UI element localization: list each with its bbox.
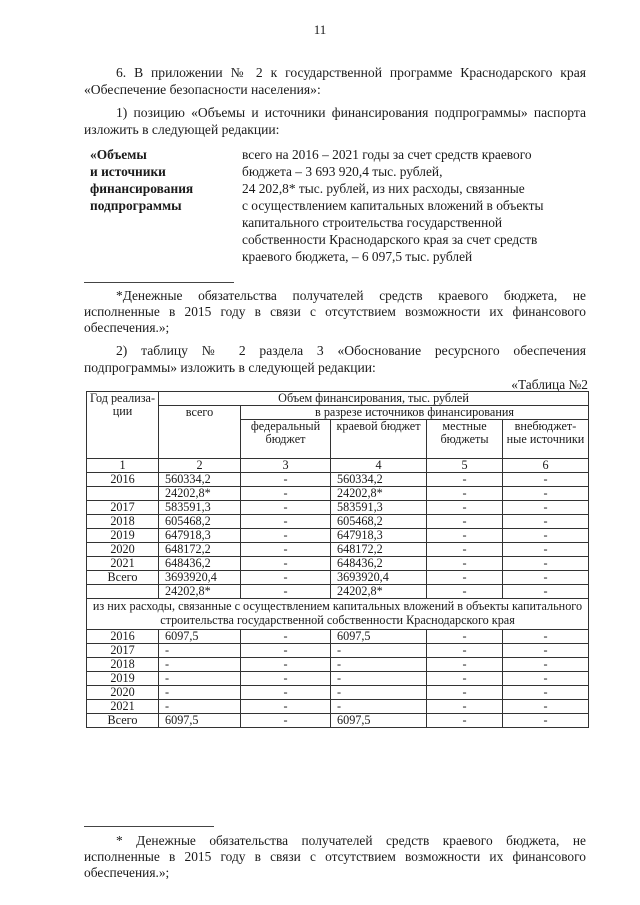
footnote-rule <box>84 826 214 827</box>
table-cell: 560334,2 <box>331 473 427 487</box>
table-cell: 605468,2 <box>331 515 427 529</box>
header-local: местные бюджеты <box>427 420 503 459</box>
passport-label-line: финансирования <box>90 181 194 196</box>
table-cell: 648172,2 <box>159 543 241 557</box>
table-cell: - <box>331 672 427 686</box>
table-cell: - <box>159 686 241 700</box>
header-total: всего <box>159 406 241 459</box>
table-row <box>87 658 589 672</box>
table-cell: 583591,3 <box>331 501 427 515</box>
table-cell: - <box>241 501 331 515</box>
capital-header-row <box>87 599 589 630</box>
table-cell: - <box>427 501 503 515</box>
passport-label <box>90 146 240 214</box>
table-cell: - <box>427 487 503 501</box>
table-cell: 2020 <box>87 543 159 557</box>
table-cell: - <box>503 515 589 529</box>
table-cell: - <box>503 473 589 487</box>
passport-label-line: и источники <box>90 164 166 179</box>
footnote-2: * Денежные обязательства получателей средств краевого бюджета, не исполненные в 2015 году в связи с отсутствием возможности их финансового обеспечения.»; <box>84 833 586 880</box>
table-row <box>87 700 589 714</box>
table-cell: - <box>427 658 503 672</box>
table-header-row <box>87 406 589 420</box>
column-number: 5 <box>427 459 503 473</box>
table-row <box>87 501 589 515</box>
table-cell: 647918,3 <box>331 529 427 543</box>
table-cell: - <box>241 487 331 501</box>
table-cell: 2019 <box>87 529 159 543</box>
table-cell: - <box>241 714 331 728</box>
table-cell: 24202,8* <box>159 585 241 599</box>
table-cell: - <box>331 658 427 672</box>
passport-label-line: подпрограммы <box>90 198 182 213</box>
table-row <box>87 714 589 728</box>
table-cell: - <box>503 700 589 714</box>
table-cell: - <box>241 686 331 700</box>
table-cell: - <box>241 473 331 487</box>
table-cell: - <box>427 700 503 714</box>
table-cell: - <box>427 644 503 658</box>
table-cell: - <box>427 557 503 571</box>
table-cell <box>87 585 159 599</box>
table-cell: - <box>241 658 331 672</box>
table-cell: - <box>503 571 589 585</box>
passport-value-line: собственности Краснодарского края за счет средств <box>242 232 538 247</box>
table-cell: - <box>159 644 241 658</box>
table-cell: - <box>241 515 331 529</box>
table-cell: - <box>331 644 427 658</box>
table-cell: - <box>331 686 427 700</box>
table-cell: 2019 <box>87 672 159 686</box>
table-cell: 2017 <box>87 644 159 658</box>
table-cell: Всего <box>87 714 159 728</box>
table-row <box>87 543 589 557</box>
table-cell: - <box>503 630 589 644</box>
column-number: 3 <box>241 459 331 473</box>
table-cell: - <box>241 571 331 585</box>
table-cell: - <box>427 714 503 728</box>
table-cell: 6097,5 <box>159 714 241 728</box>
header-federal: федеральный бюджет <box>241 420 331 459</box>
footnote-rule <box>84 282 234 283</box>
table-caption: «Таблица №2 <box>511 377 588 392</box>
table-cell: - <box>427 515 503 529</box>
table-cell: - <box>503 672 589 686</box>
table-row <box>87 515 589 529</box>
table-cell: 2016 <box>87 630 159 644</box>
table-cell: 2018 <box>87 515 159 529</box>
intro-paragraph-1: 6. В приложении № 2 к государственной программе Краснодарского края «Обеспечение безопасности населения»: <box>84 65 586 97</box>
passport-value-line: капитального строительства государственной <box>242 215 503 230</box>
table-cell: 648172,2 <box>331 543 427 557</box>
table-cell: - <box>503 644 589 658</box>
table-row <box>87 644 589 658</box>
table-cell: - <box>503 686 589 700</box>
table-cell <box>87 487 159 501</box>
table-row <box>87 557 589 571</box>
table-cell: - <box>241 700 331 714</box>
main-rows <box>87 473 589 599</box>
table-cell: 583591,3 <box>159 501 241 515</box>
table-cell: - <box>427 543 503 557</box>
table-cell: - <box>503 529 589 543</box>
column-number: 1 <box>87 459 159 473</box>
table-row <box>87 672 589 686</box>
passport-value-line: 24 202,8* тыс. рублей, из них расходы, связанные <box>242 181 525 196</box>
section-paragraph: 2) таблицу № 2 раздела 3 «Обоснование ресурсного обеспечения подпрограммы» изложить в следующей редакции: <box>84 343 586 375</box>
table-cell: - <box>503 658 589 672</box>
table-row <box>87 529 589 543</box>
table-cell: - <box>503 714 589 728</box>
table-cell: 2021 <box>87 557 159 571</box>
table-cell: 648436,2 <box>331 557 427 571</box>
table-row <box>87 630 589 644</box>
table-cell: 2020 <box>87 686 159 700</box>
table-cell: - <box>241 585 331 599</box>
footnote-1: *Денежные обязательства получателей средств краевого бюджета, не исполненные в 2015 году в связи с отсутствием возможности их финансового обеспечения.»; <box>84 288 586 335</box>
table-cell: - <box>503 557 589 571</box>
financing-table <box>86 391 589 728</box>
table-cell: - <box>503 585 589 599</box>
table-cell: 647918,3 <box>159 529 241 543</box>
table-cell: 3693920,4 <box>159 571 241 585</box>
table-cell: - <box>427 529 503 543</box>
passport-value-line: краевого бюджета, – 6 097,5 тыс. рублей <box>242 249 473 264</box>
table-cell: - <box>331 700 427 714</box>
table-cell: - <box>427 585 503 599</box>
passport-value-line: бюджета – 3 693 920,4 тыс. рублей, <box>242 164 443 179</box>
table-cell: - <box>427 571 503 585</box>
table-cell: 605468,2 <box>159 515 241 529</box>
table-cell: 6097,5 <box>331 714 427 728</box>
table-cell: 2021 <box>87 700 159 714</box>
table-cell: - <box>503 487 589 501</box>
passport-label-line: «Объемы <box>90 147 147 162</box>
table-cell: - <box>427 672 503 686</box>
table-row <box>87 473 589 487</box>
table-cell: - <box>241 644 331 658</box>
table-cell: Всего <box>87 571 159 585</box>
table-header-row <box>87 392 589 406</box>
header-volume: Объем финансирования, тыс. рублей <box>159 392 589 406</box>
table-row <box>87 571 589 585</box>
table-cell: 6097,5 <box>159 630 241 644</box>
table-row <box>87 686 589 700</box>
column-number: 4 <box>331 459 427 473</box>
table-cell: - <box>241 543 331 557</box>
table-cell: 2017 <box>87 501 159 515</box>
table-cell: 2016 <box>87 473 159 487</box>
table-cell: 648436,2 <box>159 557 241 571</box>
header-year: Год реализа-ции <box>87 392 159 459</box>
table-cell: - <box>427 473 503 487</box>
table-cell: - <box>427 630 503 644</box>
table-cell: - <box>241 672 331 686</box>
table-cell: - <box>427 686 503 700</box>
table-row <box>87 585 589 599</box>
table-cell: 2018 <box>87 658 159 672</box>
table-cell: - <box>503 501 589 515</box>
column-number: 6 <box>503 459 589 473</box>
passport-value-line: всего на 2016 – 2021 годы за счет средств краевого <box>242 147 532 162</box>
table-cell: 3693920,4 <box>331 571 427 585</box>
table-cell: 6097,5 <box>331 630 427 644</box>
table-cell: 24202,8* <box>159 487 241 501</box>
column-number: 2 <box>159 459 241 473</box>
page-number: 11 <box>313 22 327 37</box>
passport-value-line: с осуществлением капитальных вложений в объекты <box>242 198 544 213</box>
header-regional: краевой бюджет <box>331 420 427 459</box>
table-cell: - <box>241 630 331 644</box>
passport-value <box>242 146 586 265</box>
table-row <box>87 487 589 501</box>
table-cell: - <box>159 672 241 686</box>
table-cell: - <box>159 700 241 714</box>
header-offbudget: внебюджет-ные источники <box>503 420 589 459</box>
capital-expenses-header: из них расходы, связанные с осуществлением капитальных вложений в объекты капитального строительства государственной собственности Краснодарского края <box>87 599 589 630</box>
column-number-row <box>87 459 589 473</box>
header-sources: в разрезе источников финансирования <box>241 406 589 420</box>
table-cell: 24202,8* <box>331 585 427 599</box>
table-cell: - <box>503 543 589 557</box>
capital-rows <box>87 630 589 728</box>
table-cell: 560334,2 <box>159 473 241 487</box>
table-cell: 24202,8* <box>331 487 427 501</box>
table-cell: - <box>241 557 331 571</box>
intro-paragraph-2: 1) позицию «Объемы и источники финансирования подпрограммы» паспорта изложить в следующей редакции: <box>84 105 586 137</box>
table-cell: - <box>159 658 241 672</box>
table-cell: - <box>241 529 331 543</box>
